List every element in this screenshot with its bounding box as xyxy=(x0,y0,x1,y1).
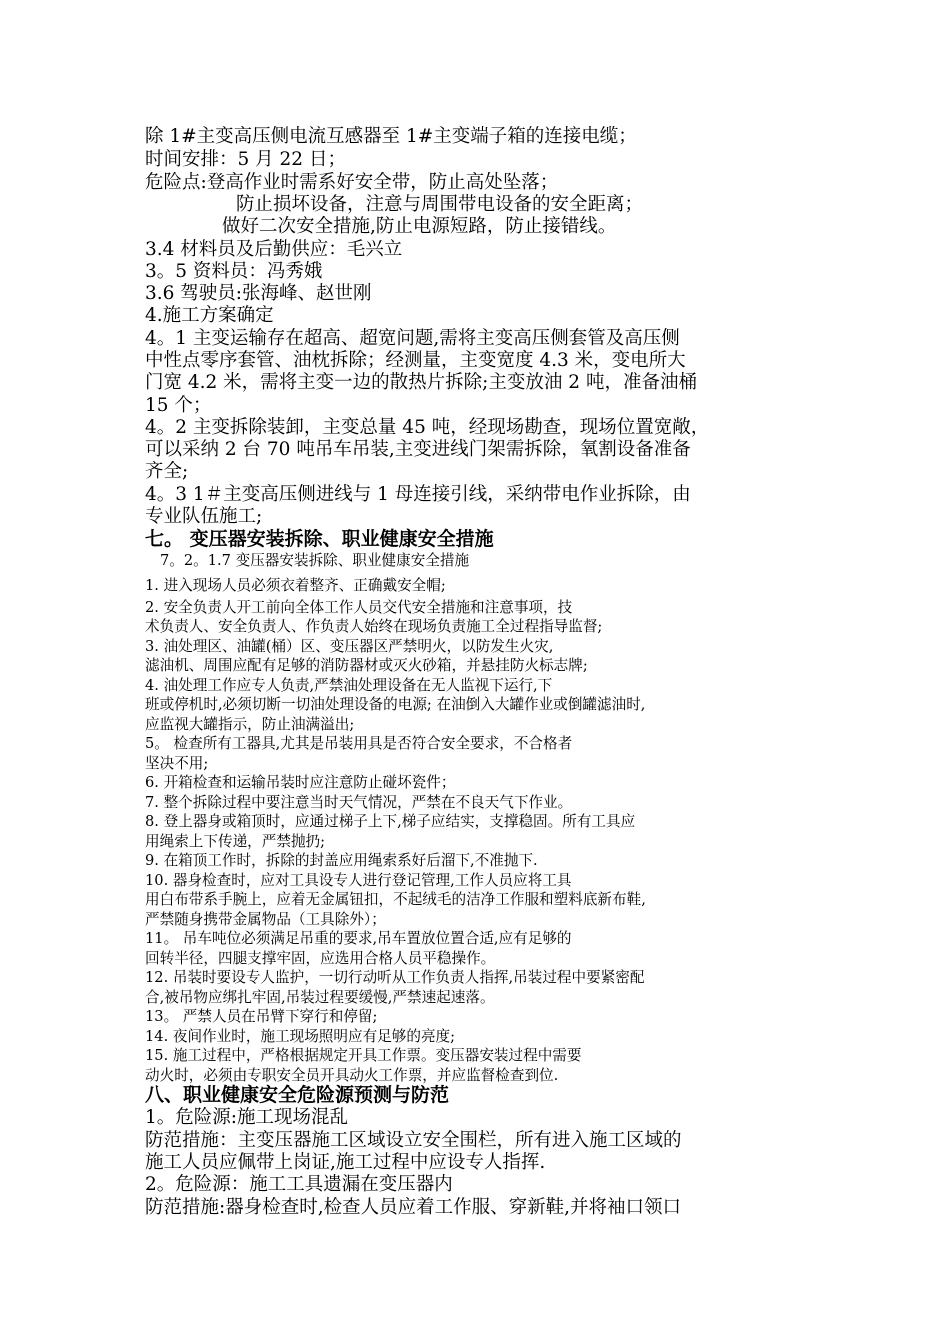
list-item: 严禁随身携带金属物品（工具除外）； xyxy=(145,911,386,928)
list-item: 6. 开箱检查和运输吊装时应注意防止碰坏瓷件； xyxy=(145,774,456,791)
list-item: 8. 登上器身或箱顶时，应通过梯子上下,梯子应结实，支撑稳固。所有工具应 xyxy=(145,813,636,830)
text-line: 4.施工方案确定 xyxy=(145,305,274,326)
text-line: 可以采纳 2 台 70 吨吊车吊装,主变进线门架需拆除，氧割设备准备 xyxy=(145,439,691,460)
text-line: 中性点零序套管、油枕拆除；经测量，主变宽度 4.3 米，变电所大 xyxy=(145,350,686,371)
text-line: 3。5 资料员：冯秀娥 xyxy=(145,261,323,282)
section-heading: 八、职业健康安全危险源预测与防范 xyxy=(145,1084,450,1106)
text-line: 4。1 主变运输存在超高、超宽问题,需将主变高压侧套管及高压侧 xyxy=(145,328,680,349)
text-line: 2。危险源：施工工具遗漏在变压器内 xyxy=(145,1174,453,1195)
text-line: 做好二次安全措施,防止电源短路，防止接错线。 xyxy=(222,216,617,237)
list-item: 5。 检查所有工器具,尤其是吊装用具是否符合安全要求，不合格者 xyxy=(145,735,573,752)
list-item: 动火时，必须由专职安全员开具动火工作票，并应监督检查到位. xyxy=(145,1067,559,1084)
list-item: 15. 施工过程中，严格根据规定开具工作票。变压器安装过程中需要 xyxy=(145,1047,582,1064)
text-line: 除 1#主变高压侧电流互感器至 1#主变端子箱的连接电缆； xyxy=(145,126,637,147)
list-item: 1. 进入现场人员必须衣着整齐、正确戴安全帽; xyxy=(145,577,446,594)
list-item: 4. 油处理工作应专人负责,严禁油处理设备在无人监视下运行,下 xyxy=(145,677,553,694)
list-item: 13。 严禁人员在吊臂下穿行和停留; xyxy=(145,1008,378,1025)
list-item: 术负责人、安全负责人、作负责人始终在现场负责施工全过程指导监督; xyxy=(145,618,603,635)
list-item: 11。 吊车吨位必须满足吊重的要求,吊车置放位置合适,应有足够的 xyxy=(145,930,572,947)
text-line: 4。2 主变拆除装卸，主变总量 45 吨，经现场勘查，现场位置宽敞， xyxy=(145,417,710,438)
text-line: 15 个； xyxy=(145,395,212,416)
list-item: 14. 夜间作业时，施工现场照明应有足够的亮度; xyxy=(145,1028,456,1045)
list-item: 2. 安全负责人开工前向全体工作人员交代安全措施和注意事项，技 xyxy=(145,599,573,616)
list-item: 合,被吊物应绑扎牢固,吊装过程要缓慢,严禁速起速落。 xyxy=(145,989,495,1006)
text-line: 4。3 1＃主变高压侧进线与 1 母连接引线，采纳带电作业拆除，由 xyxy=(145,484,691,505)
text-line: 时间安排：5 月 22 日； xyxy=(145,149,346,170)
text-line: 1。危险源:施工现场混乱 xyxy=(145,1107,349,1128)
text-line: 防范措施:器身检查时,检查人员应着工作服、穿新鞋,并将袖口领口 xyxy=(145,1197,681,1218)
list-item: 应监视大罐指示，防止油满溢出; xyxy=(145,716,355,733)
text-line: 防止损坏设备，注意与周围带电设备的安全距离； xyxy=(236,194,644,215)
text-line: 防范措施：主变压器施工区域设立安全围栏，所有进入施工区域的 xyxy=(145,1130,682,1151)
list-item: 10. 器身检查时，应对工具设专人进行登记管理,工作人员应将工具 xyxy=(145,872,572,889)
list-item: 坚决不用; xyxy=(145,755,209,772)
list-item: 用白布带系手腕上，应着无金属钮扣，不起绒毛的洁净工作服和塑料底新布鞋, xyxy=(145,891,646,908)
list-item: 回转半径，四腿支撑牢固，应选用合格人员平稳操作。 xyxy=(145,950,496,967)
section-subheading: 7。2。1.7 变压器安装拆除、职业健康安全措施 xyxy=(160,552,470,569)
list-item: 滤油机、周围应配有足够的消防器材或灭火砂箱，并悬挂防火标志牌; xyxy=(145,657,588,674)
text-line: 3.6 驾驶员:张海峰、赵世刚 xyxy=(145,283,372,304)
list-item: 用绳索上下传递，严禁抛扔; xyxy=(145,833,326,850)
list-item: 班或停机时,必须切断一切油处理设备的电源; 在油倒入大罐作业或倒罐滤油时, xyxy=(145,696,646,713)
text-line: 3.4 材料员及后勤供应：毛兴立 xyxy=(145,239,403,260)
section-heading: 七。 变压器安装拆除、职业健康安全措施 xyxy=(145,528,494,550)
text-line: 齐全; xyxy=(145,461,189,482)
text-line: 门宽 4.2 米，需将主变一边的散热片拆除;主变放油 2 吨，准备油桶 xyxy=(145,372,697,393)
list-item: 3. 油处理区、油罐(桶）区、变压器区严禁明火，以防发生火灾, xyxy=(145,638,554,655)
list-item: 9. 在箱顶工作时，拆除的封盖应用绳索系好后溜下,不准抛下. xyxy=(145,852,538,869)
text-line: 专业队伍施工; xyxy=(145,506,263,527)
list-item: 12. 吊装时要设专人监护，一切行动听从工作负责人指挥,吊装过程中要紧密配 xyxy=(145,969,645,986)
text-line: 危险点:登高作业时需系好安全带，防止高处坠落； xyxy=(145,172,559,193)
list-item: 7. 整个拆除过程中要注意当时天气情况，严禁在不良天气下作业。 xyxy=(145,794,573,811)
text-line: 施工人员应佩带上岗证,施工过程中应设专人指挥. xyxy=(145,1152,546,1173)
